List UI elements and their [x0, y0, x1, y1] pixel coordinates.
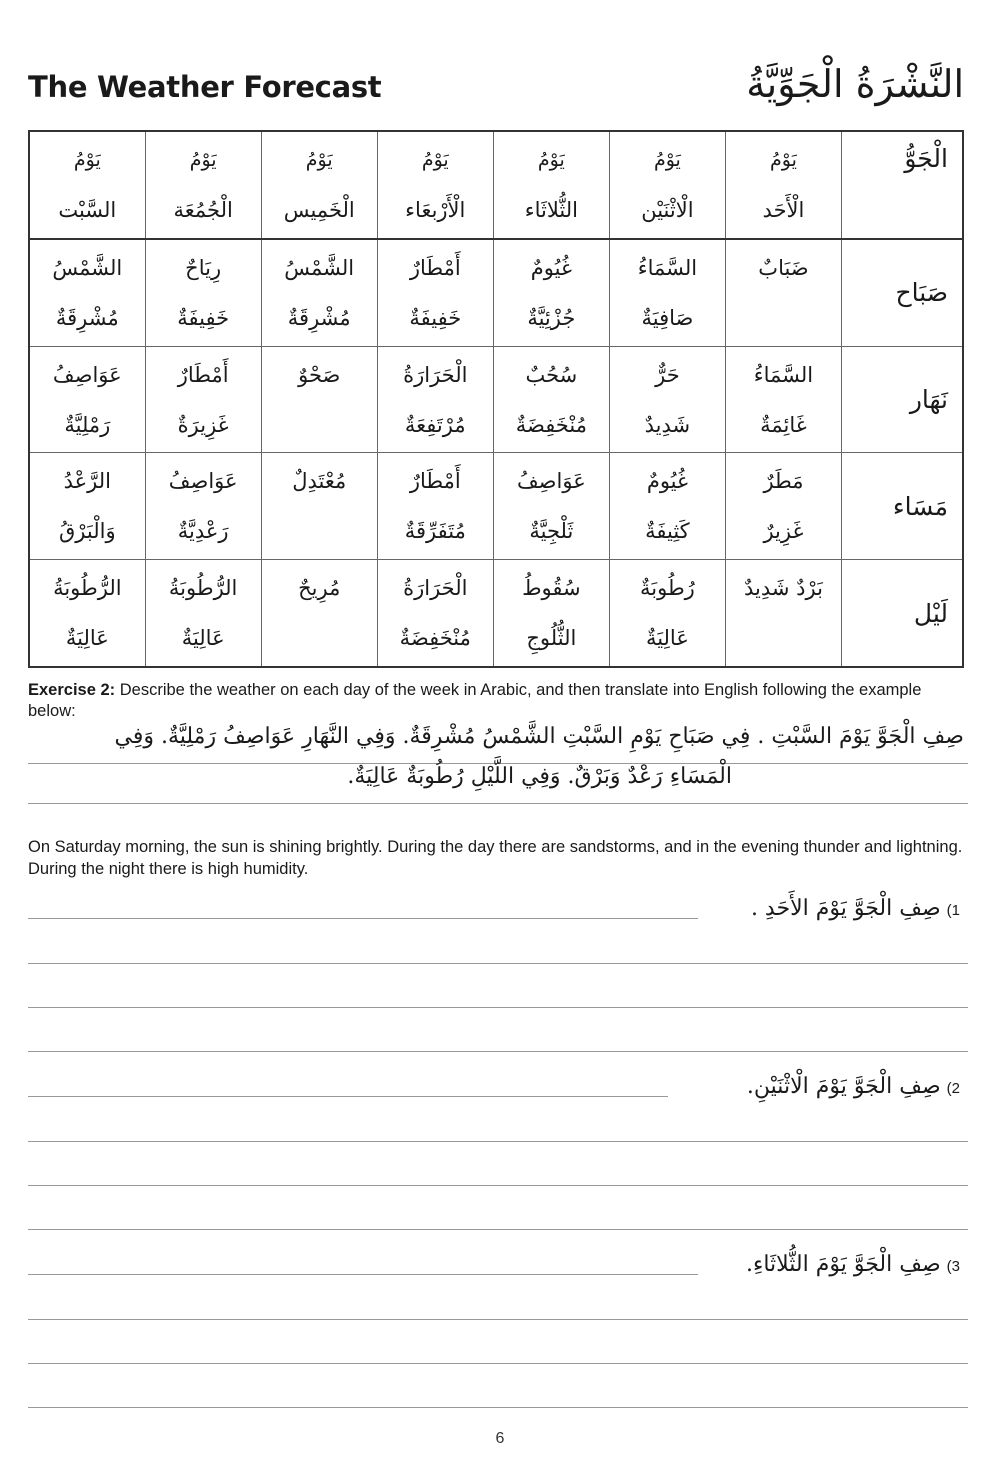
arabic-example-line-2: الْمَسَاءِ رَعْدٌ وَبَرْقٌ. وَفِي اللَّيْلِ رُطُوبَةٌ عَالِيَةٌ. — [347, 764, 732, 789]
day-header-wednesday: يَوْمُ الْأَرْبعَاء — [377, 131, 493, 239]
table-cell: غُيُومٌ جُزْئِيَّةٌ — [493, 239, 609, 346]
answer-line[interactable] — [28, 963, 968, 964]
table-cell: السَّمَاءُ غَائِمَةٌ — [725, 346, 841, 453]
table-header-row — [29, 131, 963, 239]
prompt-number: 1) — [946, 902, 960, 919]
answer-line[interactable] — [28, 1007, 968, 1008]
table-cell: غُيُومٌ كَثِيفَةٌ — [609, 453, 725, 560]
prompt-text: صِفِ الْجَوَّ يَوْمَ الأَحَدِ . — [750, 896, 941, 921]
prompt-1 — [751, 896, 960, 921]
table-cell: عَوَاصِفُ رَمْلِيَّةٌ — [29, 346, 145, 453]
answer-line[interactable] — [28, 1096, 668, 1097]
prompt-3 — [746, 1252, 960, 1277]
day-header-sunday: يَوْمُ الْأَحَد — [725, 131, 841, 239]
answer-line[interactable] — [28, 1229, 968, 1230]
day-header-tuesday: يَوْمُ الثُّلاثَاء — [493, 131, 609, 239]
table-cell: الْحَرَارَةُ مُنْخَفِضَةٌ — [377, 560, 493, 667]
answer-line[interactable] — [28, 1363, 968, 1364]
table-cell: الشَّمْسُ مُشْرِقَةٌ — [29, 239, 145, 346]
arabic-example-line-1: صِفِ الْجَوَّ يَوْمَ السَّبْتِ . فِي صَبَاحِ يَوْمِ السَّبْتِ الشَّمْسُ مُشْرِقَةٌ. وَفِي النَّهَارِ عَوَاصِفُ رَمْلِيَّةٌ. وَفِي — [114, 724, 964, 749]
prompt-number: 2) — [946, 1080, 960, 1097]
page-number: 6 — [495, 1430, 505, 1447]
table-cell: حَرٌّ شَدِيدٌ — [609, 346, 725, 453]
table-cell: الرُّطُوبَةُ عَالِيَةٌ — [145, 560, 261, 667]
page-title-arabic: النَّشْرَةُ الْجَوِّيَّةُ — [746, 62, 964, 106]
prompt-text: صِفِ الْجَوَّ يَوْمَ الْاثْنَيْنِ. — [746, 1074, 941, 1099]
table-cell: عَوَاصِفُ ثَلْجِيَّةٌ — [493, 453, 609, 560]
table-cell: مُرِيحٌ — [261, 560, 377, 667]
table-cell: مَطَرٌ غَزِيرٌ — [725, 453, 841, 560]
table-cell: الرَّعْدُ وَالْبَرْقُ — [29, 453, 145, 560]
table-cell: سُحُبٌ مُنْخَفِضَةٌ — [493, 346, 609, 453]
table-row-morning — [29, 239, 963, 346]
page-title-english: The Weather Forecast — [28, 70, 382, 104]
table-cell: عَوَاصِفُ رَعْدِيَّةٌ — [145, 453, 261, 560]
answer-line[interactable] — [28, 1319, 968, 1320]
table-cell: صَحْوٌ — [261, 346, 377, 453]
guide-line — [28, 803, 968, 804]
row-label-night: لَيْل — [842, 560, 964, 667]
row-label-evening: مَسَاء — [842, 453, 964, 560]
row-label-daytime: نَهَار — [842, 346, 964, 453]
english-translation-example: On Saturday morning, the sun is shining brightly. During the day there are sandstorms, and in the evening thunder and lightning. During the night there is high humidity. — [28, 838, 963, 878]
table-cell: الرُّطُوبَةُ عَالِيَةٌ — [29, 560, 145, 667]
table-cell: السَّمَاءُ صَافِيَةٌ — [609, 239, 725, 346]
answer-line[interactable] — [28, 1274, 698, 1275]
answer-line[interactable] — [28, 1185, 968, 1186]
weather-forecast-table — [28, 130, 964, 668]
day-header-thursday: يَوْمُ الْخَمِيس — [261, 131, 377, 239]
table-row-evening — [29, 453, 963, 560]
answer-line[interactable] — [28, 1051, 968, 1052]
table-cell: الشَّمْسُ مُشْرِقَةٌ — [261, 239, 377, 346]
answer-line[interactable] — [28, 1141, 968, 1142]
table-cell: أَمْطَارٌ خَفِيفَةٌ — [377, 239, 493, 346]
prompt-number: 3) — [946, 1258, 960, 1275]
prompt-2 — [747, 1074, 960, 1099]
table-cell: بَرْدٌ شَدِيدٌ — [725, 560, 841, 667]
day-header-friday: يَوْمُ الْجُمُعَة — [145, 131, 261, 239]
table-cell: ضَبَابٌ — [725, 239, 841, 346]
day-header-monday: يَوْمُ الْاثْنَيْن — [609, 131, 725, 239]
table-cell: رُطُوبَةٌ عَالِيَةٌ — [609, 560, 725, 667]
table-cell: رِيَاحٌ خَفِيفَةٌ — [145, 239, 261, 346]
corner-cell: الْجَوُّ — [842, 131, 964, 239]
exercise-instructions — [28, 680, 968, 722]
prompt-text: صِفِ الْجَوَّ يَوْمَ الثُّلاثَاءِ. — [745, 1252, 941, 1277]
exercise-instruction-text: Describe the weather on each day of the week in Arabic, and then translate into English following the example below: — [28, 681, 922, 720]
table-cell: مُعْتَدِلٌ — [261, 453, 377, 560]
answer-line[interactable] — [28, 1407, 968, 1408]
exercise-label: Exercise 2: — [28, 681, 116, 699]
table-row-night — [29, 560, 963, 667]
table-row-daytime — [29, 346, 963, 453]
table-cell: سُقُوطُ الثُّلُوجِ — [493, 560, 609, 667]
table-cell: أَمْطَارٌ مُتَفَرِّقَةٌ — [377, 453, 493, 560]
day-header-saturday: يَوْمُ السَّبْت — [29, 131, 145, 239]
row-label-morning: صَبَاح — [842, 239, 964, 346]
table-cell: الْحَرَارَةُ مُرْتَفِعَةٌ — [377, 346, 493, 453]
table-cell: أَمْطَارٌ غَزِيرَةٌ — [145, 346, 261, 453]
answer-line[interactable] — [28, 918, 698, 919]
